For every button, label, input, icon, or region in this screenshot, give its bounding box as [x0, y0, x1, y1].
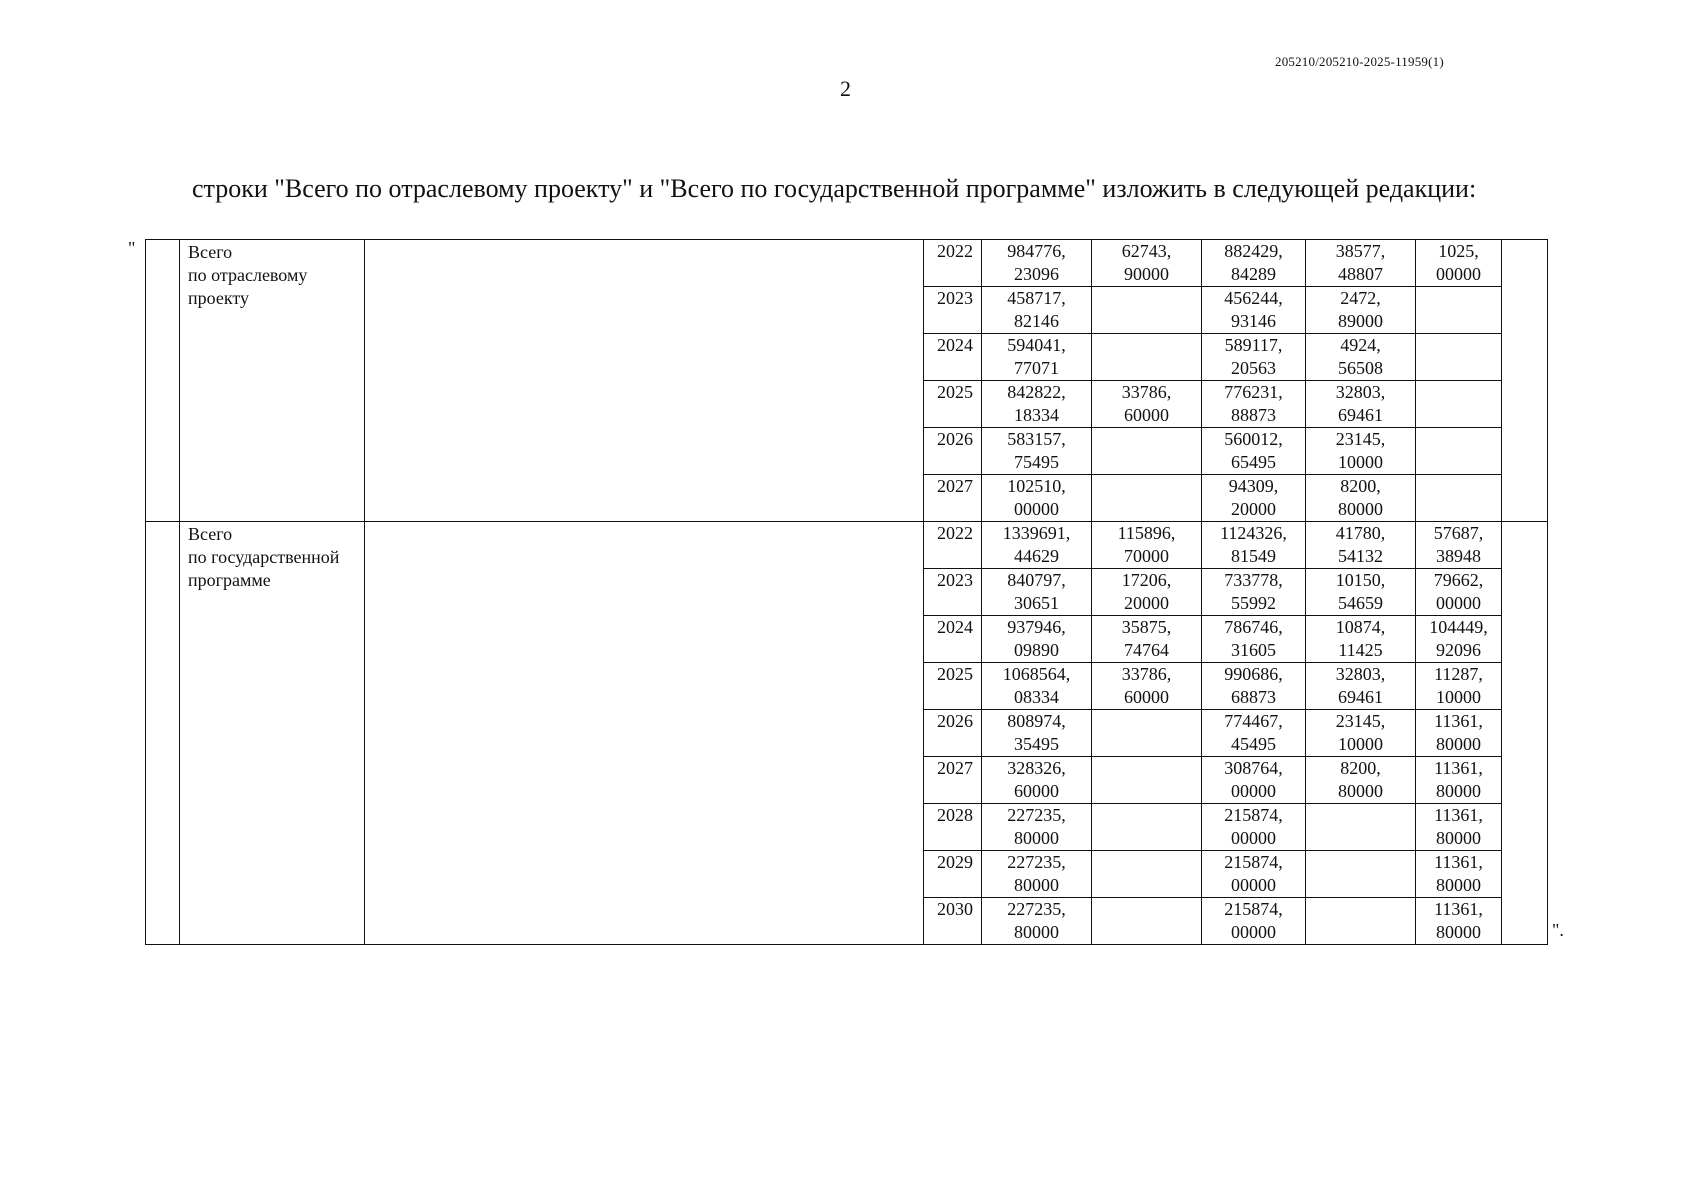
amount-cell — [1092, 334, 1202, 381]
amount-cell — [1416, 334, 1502, 381]
amount-cell: 560012, 65495 — [1202, 428, 1306, 475]
amount-cell: 10150, 54659 — [1306, 569, 1416, 616]
amount-cell: 11361, 80000 — [1416, 804, 1502, 851]
section-name-cell: Всего по отраслевому проекту — [180, 240, 365, 522]
amount-cell — [1092, 898, 1202, 945]
amount-cell: 104449, 92096 — [1416, 616, 1502, 663]
amount-cell: 11361, 80000 — [1416, 757, 1502, 804]
amount-cell: 102510, 00000 — [982, 475, 1092, 522]
amount-cell: 328326, 60000 — [982, 757, 1092, 804]
section-name-cell: Всего по государственной программе — [180, 522, 365, 945]
amount-cell: 776231, 88873 — [1202, 381, 1306, 428]
amount-cell: 1025, 00000 — [1416, 240, 1502, 287]
amount-cell: 227235, 80000 — [982, 804, 1092, 851]
amount-cell: 2472, 89000 — [1306, 287, 1416, 334]
amount-cell: 1124326, 81549 — [1202, 522, 1306, 569]
amount-cell: 79662, 00000 — [1416, 569, 1502, 616]
amount-cell: 774467, 45495 — [1202, 710, 1306, 757]
amount-cell: 17206, 20000 — [1092, 569, 1202, 616]
year-cell: 2027 — [924, 475, 982, 522]
amount-cell — [1416, 287, 1502, 334]
amount-cell — [1416, 475, 1502, 522]
budget-table — [145, 239, 1548, 945]
amount-cell: 38577, 48807 — [1306, 240, 1416, 287]
amount-cell: 882429, 84289 — [1202, 240, 1306, 287]
amount-cell: 583157, 75495 — [982, 428, 1092, 475]
amount-cell: 33786, 60000 — [1092, 381, 1202, 428]
year-cell: 2024 — [924, 616, 982, 663]
amount-cell: 1339691, 44629 — [982, 522, 1092, 569]
amount-cell — [1092, 757, 1202, 804]
amount-cell: 32803, 69461 — [1306, 381, 1416, 428]
year-cell: 2029 — [924, 851, 982, 898]
page-number: 2 — [840, 76, 851, 101]
amount-cell — [1306, 804, 1416, 851]
year-cell: 2022 — [924, 240, 982, 287]
amount-cell: 11287, 10000 — [1416, 663, 1502, 710]
amount-cell: 456244, 93146 — [1202, 287, 1306, 334]
amount-cell: 990686, 68873 — [1202, 663, 1306, 710]
amount-cell: 458717, 82146 — [982, 287, 1092, 334]
amount-cell — [1416, 428, 1502, 475]
amount-cell — [1092, 475, 1202, 522]
amount-cell: 215874, 00000 — [1202, 851, 1306, 898]
year-cell: 2023 — [924, 287, 982, 334]
amount-cell: 10874, 11425 — [1306, 616, 1416, 663]
amount-cell: 840797, 30651 — [982, 569, 1092, 616]
amount-cell: 23145, 10000 — [1306, 710, 1416, 757]
amendment-heading: строки "Всего по отраслевому проекту" и "Всего по государственной программе" изложить в следующей редакции: — [192, 174, 1477, 203]
empty-index-cell — [146, 522, 180, 945]
amount-cell: 11361, 80000 — [1416, 710, 1502, 757]
year-cell: 2025 — [924, 381, 982, 428]
amount-cell: 33786, 60000 — [1092, 663, 1202, 710]
document-id: 205210/205210-2025-11959(1) — [1275, 54, 1444, 69]
amount-cell — [1092, 710, 1202, 757]
amount-cell: 227235, 80000 — [982, 898, 1092, 945]
year-cell: 2023 — [924, 569, 982, 616]
amount-cell: 57687, 38948 — [1416, 522, 1502, 569]
year-cell: 2026 — [924, 710, 982, 757]
amount-cell: 589117, 20563 — [1202, 334, 1306, 381]
amount-cell: 8200, 80000 — [1306, 757, 1416, 804]
empty-description-cell — [365, 522, 924, 945]
amount-cell: 808974, 35495 — [982, 710, 1092, 757]
amount-cell: 215874, 00000 — [1202, 804, 1306, 851]
amount-cell: 786746, 31605 — [1202, 616, 1306, 663]
amount-cell: 308764, 00000 — [1202, 757, 1306, 804]
table-row — [146, 522, 1548, 569]
opening-quote: " — [128, 238, 136, 258]
amount-cell: 8200, 80000 — [1306, 475, 1416, 522]
amount-cell — [1092, 804, 1202, 851]
amount-cell: 842822, 18334 — [982, 381, 1092, 428]
empty-trailing-cell — [1502, 522, 1548, 945]
amount-cell — [1092, 851, 1202, 898]
amount-cell: 227235, 80000 — [982, 851, 1092, 898]
amount-cell: 41780, 54132 — [1306, 522, 1416, 569]
amount-cell: 35875, 74764 — [1092, 616, 1202, 663]
amount-cell: 937946, 09890 — [982, 616, 1092, 663]
empty-index-cell — [146, 240, 180, 522]
amount-cell: 11361, 80000 — [1416, 898, 1502, 945]
amount-cell: 94309, 20000 — [1202, 475, 1306, 522]
amount-cell: 984776, 23096 — [982, 240, 1092, 287]
amount-cell: 62743, 90000 — [1092, 240, 1202, 287]
amount-cell — [1306, 851, 1416, 898]
amount-cell: 215874, 00000 — [1202, 898, 1306, 945]
empty-trailing-cell — [1502, 240, 1548, 522]
amount-cell: 115896, 70000 — [1092, 522, 1202, 569]
amount-cell: 11361, 80000 — [1416, 851, 1502, 898]
year-cell: 2026 — [924, 428, 982, 475]
amount-cell: 23145, 10000 — [1306, 428, 1416, 475]
amount-cell: 733778, 55992 — [1202, 569, 1306, 616]
amount-cell — [1416, 381, 1502, 428]
year-cell: 2030 — [924, 898, 982, 945]
amount-cell: 32803, 69461 — [1306, 663, 1416, 710]
year-cell: 2028 — [924, 804, 982, 851]
year-cell: 2025 — [924, 663, 982, 710]
empty-description-cell — [365, 240, 924, 522]
amount-cell — [1092, 287, 1202, 334]
amount-cell — [1306, 898, 1416, 945]
amount-cell: 4924, 56508 — [1306, 334, 1416, 381]
year-cell: 2024 — [924, 334, 982, 381]
closing-quote: ". — [1552, 920, 1564, 940]
year-cell: 2022 — [924, 522, 982, 569]
amount-cell: 594041, 77071 — [982, 334, 1092, 381]
amount-cell — [1092, 428, 1202, 475]
table-row — [146, 240, 1548, 287]
amount-cell: 1068564, 08334 — [982, 663, 1092, 710]
year-cell: 2027 — [924, 757, 982, 804]
